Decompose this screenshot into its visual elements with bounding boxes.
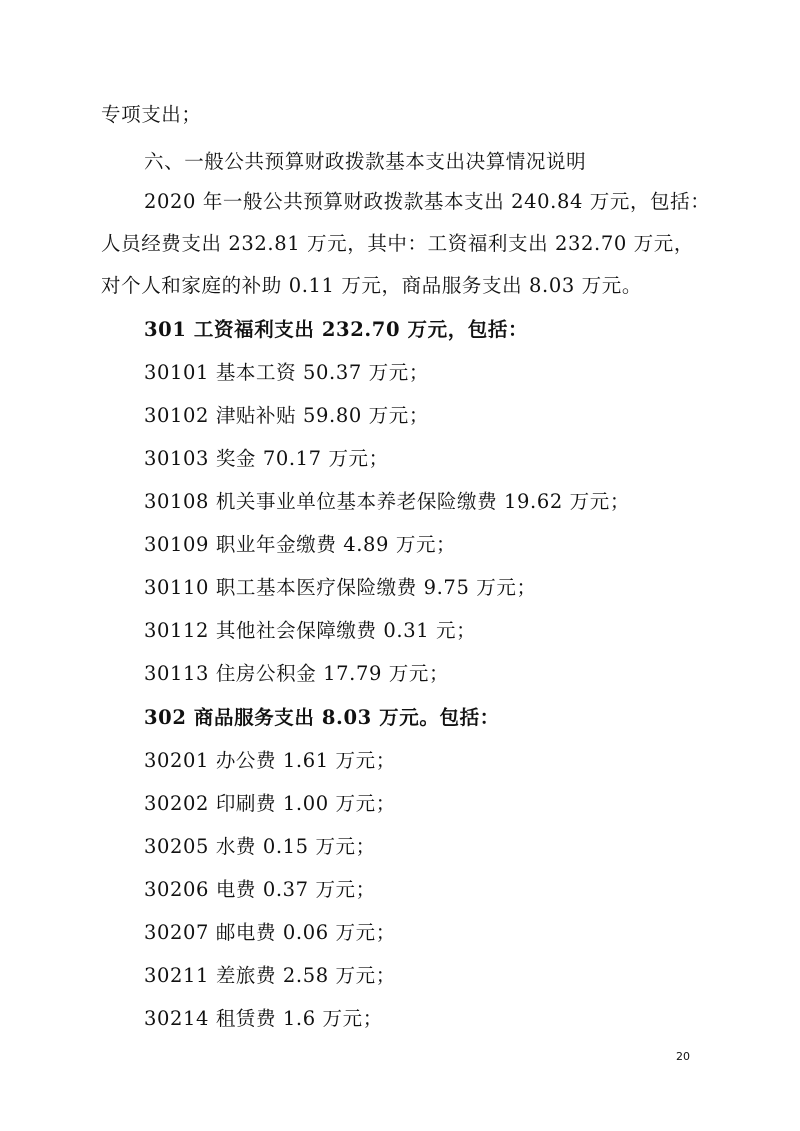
page-number: 20 bbox=[676, 1050, 690, 1063]
wage-expense-item: 30112 其他社会保障缴费 0.31 元； bbox=[144, 619, 477, 642]
summary-line: 对个人和家庭的补助 0.11 万元，商品服务支出 8.03 万元。 bbox=[101, 274, 642, 297]
goods-services-item: 30207 邮电费 0.06 万元； bbox=[144, 921, 396, 944]
goods-services-heading: 302 商品服务支出 8.03 万元。包括： bbox=[144, 706, 500, 729]
goods-services-item: 30202 印刷费 1.00 万元； bbox=[144, 792, 396, 815]
wage-expense-item: 30103 奖金 70.17 万元； bbox=[144, 447, 389, 470]
goods-services-item: 30206 电费 0.37 万元； bbox=[144, 878, 376, 901]
wage-expense-item: 30101 基本工资 50.37 万元； bbox=[144, 361, 429, 384]
summary-line: 2020 年一般公共预算财政拨款基本支出 240.84 万元，包括： bbox=[144, 190, 711, 213]
section-heading: 六、一般公共预算财政拨款基本支出决算情况说明 bbox=[144, 150, 587, 173]
wage-expense-item: 30109 职业年金缴费 4.89 万元； bbox=[144, 533, 457, 556]
goods-services-item: 30211 差旅费 2.58 万元； bbox=[144, 964, 396, 987]
intro-line: 专项支出； bbox=[101, 103, 202, 126]
wage-expense-item: 30102 津贴补贴 59.80 万元； bbox=[144, 404, 429, 427]
wage-expense-item: 30110 职工基本医疗保险缴费 9.75 万元； bbox=[144, 576, 537, 599]
wage-expense-item: 30113 住房公积金 17.79 万元； bbox=[144, 662, 450, 685]
wage-expense-item: 30108 机关事业单位基本养老保险缴费 19.62 万元； bbox=[144, 490, 630, 513]
goods-services-item: 30214 租赁费 1.6 万元； bbox=[144, 1007, 383, 1030]
wage-expense-heading: 301 工资福利支出 232.70 万元，包括： bbox=[144, 318, 529, 341]
goods-services-item: 30201 办公费 1.61 万元； bbox=[144, 749, 396, 772]
summary-line: 人员经费支出 232.81 万元，其中：工资福利支出 232.70 万元， bbox=[101, 232, 694, 255]
goods-services-item: 30205 水费 0.15 万元； bbox=[144, 835, 376, 858]
